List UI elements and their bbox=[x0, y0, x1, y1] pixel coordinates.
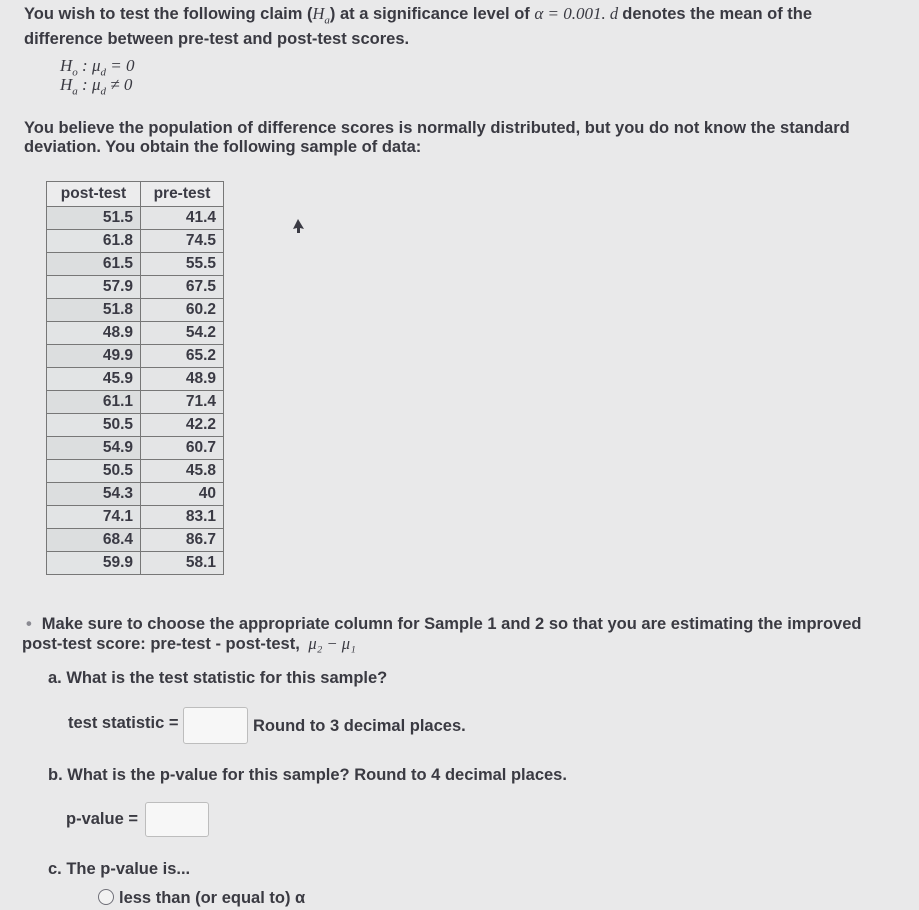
pre-test-cell: 42.2 bbox=[141, 414, 224, 437]
pre-test-cell: 55.5 bbox=[141, 253, 224, 276]
table-row bbox=[47, 506, 224, 529]
post-test-cell: 50.5 bbox=[47, 414, 141, 437]
p-value-label: p-value = bbox=[66, 810, 138, 828]
post-test-cell: 50.5 bbox=[47, 460, 141, 483]
table-row bbox=[47, 230, 224, 253]
pre-test-cell: 60.7 bbox=[141, 437, 224, 460]
pre-test-cell: 60.2 bbox=[141, 299, 224, 322]
null-hypothesis: $H_o$ : $\mu_d = 0$ bbox=[60, 56, 135, 79]
pre-test-cell: 54.2 bbox=[141, 322, 224, 345]
instructions-line-2: post-test score: pre-test - post-test, μ₂ − μ₁ bbox=[22, 634, 356, 653]
column-header-post-test: post-test bbox=[47, 182, 141, 207]
pre-test-cell: 45.8 bbox=[141, 460, 224, 483]
less-than-alpha-radio[interactable] bbox=[98, 889, 114, 905]
alternative-hypothesis: $H_a$ : $\mu_d \ne 0$ bbox=[60, 75, 133, 98]
post-test-cell: 61.1 bbox=[47, 391, 141, 414]
table-body bbox=[47, 207, 224, 575]
intro-line-1: You wish to test the following claim $(H_a)$ at a significance level of α = 0.001. d denotes the mean of the bbox=[24, 4, 813, 27]
pre-test-cell: 40 bbox=[141, 483, 224, 506]
test-statistic-label: test statistic = bbox=[68, 714, 179, 732]
post-test-cell: 61.5 bbox=[47, 253, 141, 276]
post-test-cell: 54.3 bbox=[47, 483, 141, 506]
pre-test-cell: 86.7 bbox=[141, 529, 224, 552]
table-row bbox=[47, 253, 224, 276]
table-row bbox=[47, 483, 224, 506]
pre-test-cell: 74.5 bbox=[141, 230, 224, 253]
pre-test-cell: 67.5 bbox=[141, 276, 224, 299]
sample-data-table bbox=[46, 181, 224, 575]
question-b-text: b. What is the p-value for this sample? Round to 4 decimal places. bbox=[48, 766, 567, 784]
instructions-line-1: • Make sure to choose the appropriate column for Sample 1 and 2 so that you are estimating the improved bbox=[26, 615, 862, 633]
post-test-cell: 48.9 bbox=[47, 322, 141, 345]
option-less-than-alpha[interactable]: less than (or equal to) α bbox=[98, 889, 305, 908]
table-row bbox=[47, 391, 224, 414]
instructions bbox=[22, 614, 892, 654]
problem-intro bbox=[24, 4, 884, 49]
assumption-text: You believe the population of difference scores is normally distributed, but you do not know the standard deviation. You obtain the following sample of data: bbox=[24, 119, 850, 156]
post-test-cell: 54.9 bbox=[47, 437, 141, 460]
column-header-pre-test: pre-test bbox=[141, 182, 224, 207]
post-test-cell: 51.5 bbox=[47, 207, 141, 230]
pre-test-cell: 41.4 bbox=[141, 207, 224, 230]
post-test-cell: 51.8 bbox=[47, 299, 141, 322]
pre-test-cell: 83.1 bbox=[141, 506, 224, 529]
table-row bbox=[47, 368, 224, 391]
post-test-cell: 61.8 bbox=[47, 230, 141, 253]
pre-test-cell: 65.2 bbox=[141, 345, 224, 368]
post-test-cell: 68.4 bbox=[47, 529, 141, 552]
pre-test-cell: 48.9 bbox=[141, 368, 224, 391]
p-value-input[interactable] bbox=[145, 802, 209, 837]
table-row bbox=[47, 460, 224, 483]
intro-line-2: difference between pre-test and post-test scores. bbox=[24, 30, 410, 49]
table-row bbox=[47, 414, 224, 437]
test-statistic-hint: Round to 3 decimal places. bbox=[253, 717, 466, 735]
table-row bbox=[47, 299, 224, 322]
table-row bbox=[47, 276, 224, 299]
post-test-cell: 74.1 bbox=[47, 506, 141, 529]
pre-test-cell: 71.4 bbox=[141, 391, 224, 414]
mouse-cursor-icon bbox=[292, 218, 306, 234]
table-row bbox=[47, 345, 224, 368]
table-header-row bbox=[47, 182, 224, 207]
post-test-cell: 49.9 bbox=[47, 345, 141, 368]
post-test-cell: 57.9 bbox=[47, 276, 141, 299]
table-row bbox=[47, 322, 224, 345]
table-row bbox=[47, 207, 224, 230]
table-row bbox=[47, 437, 224, 460]
post-test-cell: 45.9 bbox=[47, 368, 141, 391]
pre-test-cell: 58.1 bbox=[141, 552, 224, 575]
question-a-text: a. What is the test statistic for this sample? bbox=[48, 669, 388, 687]
table-row bbox=[47, 552, 224, 575]
post-test-cell: 59.9 bbox=[47, 552, 141, 575]
table-row bbox=[47, 529, 224, 552]
question-c-text: c. The p-value is... bbox=[48, 860, 191, 878]
test-statistic-input[interactable] bbox=[183, 707, 248, 744]
